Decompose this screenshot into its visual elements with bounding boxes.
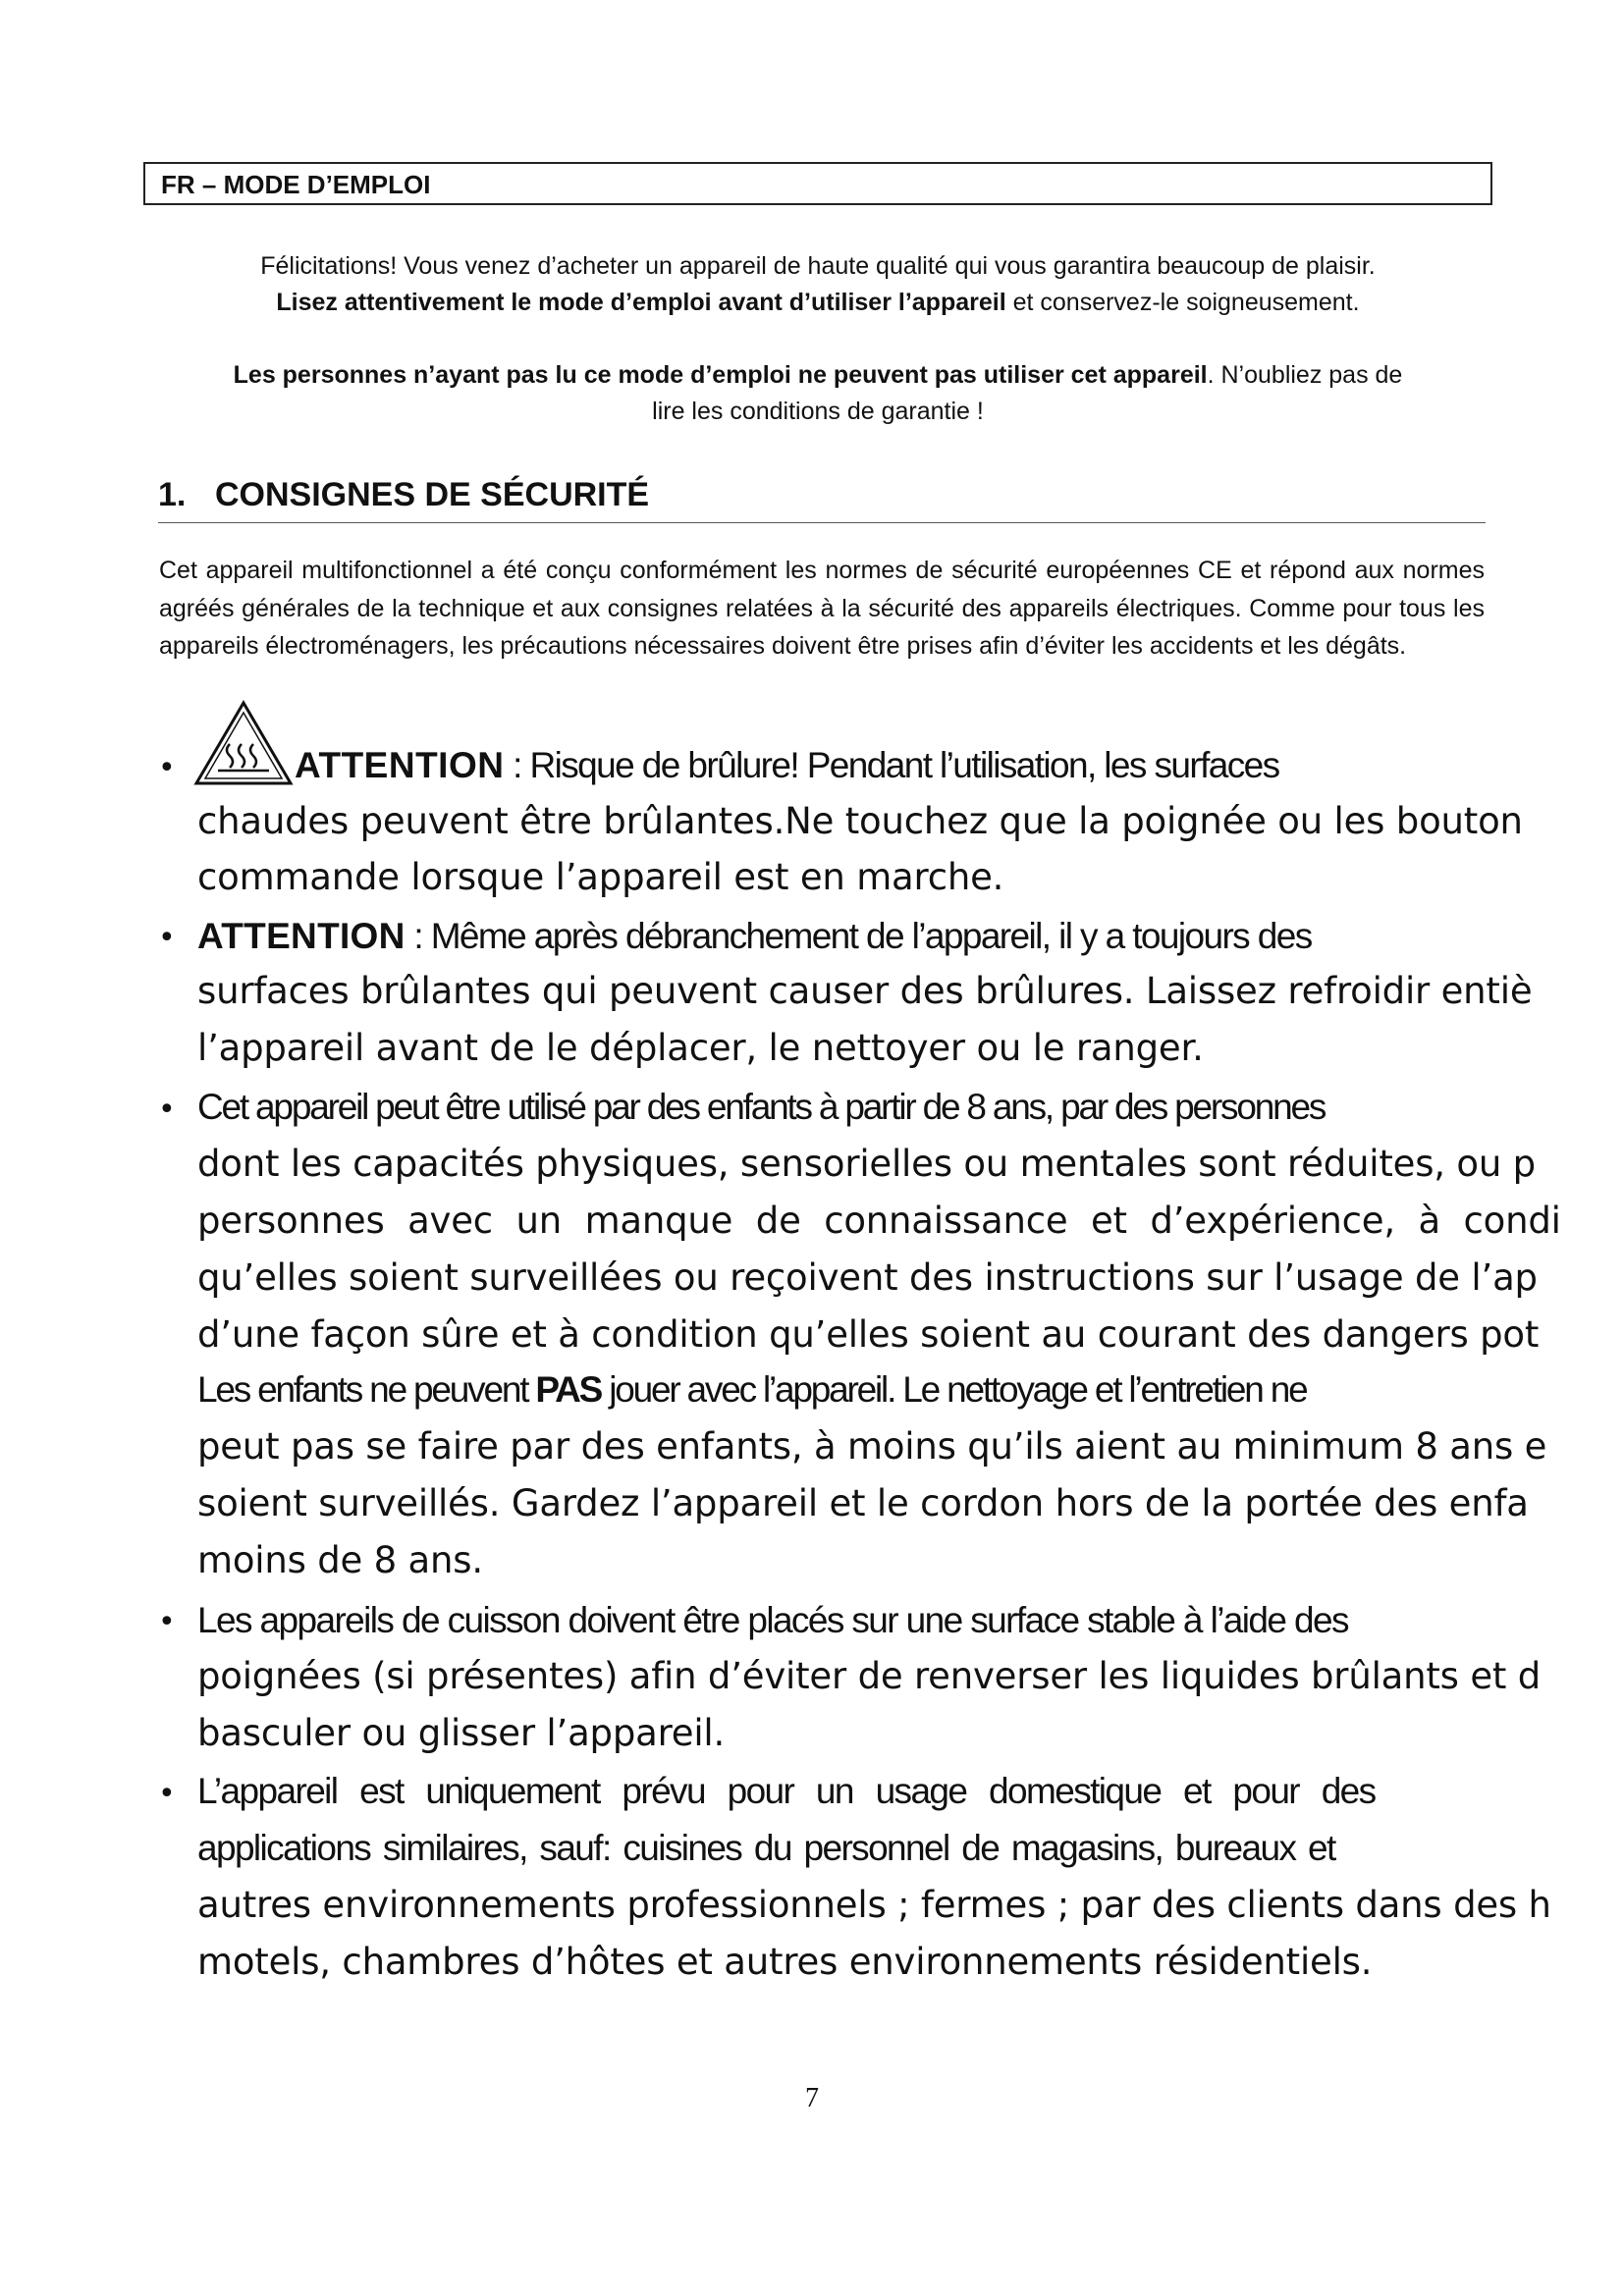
bullet-5-line-2: applications similaires, sauf: cuisines du personnel de magasins, bureaux et [197, 1828, 1335, 1868]
bullet-4-line-1: Les appareils de cuisson doivent être placés sur une surface stable à l’aide des [197, 1600, 1348, 1640]
section-heading [158, 473, 1486, 523]
hot-surface-warning-icon [192, 699, 295, 789]
intro-line-4: lire les conditions de garantie ! [652, 398, 984, 425]
section-title: CONSIGNES DE SÉCURITÉ [215, 476, 650, 513]
intro-line-2: Lisez attentivement le mode d’emploi avant d’utiliser l’appareil et conservez-le soigneusement. [276, 289, 1360, 316]
bullet-1-marker: • [158, 751, 176, 785]
bullet-3-line-8: soient surveillés. Gardez l’appareil et le cordon hors de la portée des enfa [197, 1482, 1529, 1524]
header-title: FR – MODE D’EMPLOI [161, 170, 431, 199]
intro-emphasis: Lisez attentivement le mode d’emploi avant d’utiliser l’appareil [276, 289, 1006, 316]
bullet-3-line-2: dont les capacités physiques, sensorielles ou mentales sont réduites, ou p [197, 1143, 1536, 1185]
attention-label: ATTENTION [295, 745, 505, 785]
bullet-5-line-4: motels, chambres d’hôtes et autres environnements résidentiels. [197, 1941, 1373, 1983]
intro-line-1: Félicitations! Vous venez d’acheter un appareil de haute qualité qui vous garantira beaucoup de plaisir. [260, 252, 1376, 280]
attention-label: ATTENTION [197, 916, 406, 956]
bullet-5-marker: • [158, 1777, 176, 1811]
bullet-3-marker: • [158, 1093, 176, 1127]
bullet-1-line-3: commande lorsque l’appareil est en marche. [197, 856, 1004, 898]
bullet-5-line-1: L’appareil est uniquement prévu pour un usage domestique et pour des [197, 1771, 1376, 1811]
section-number: 1. [158, 476, 187, 513]
bullet-5-line-3: autres environnements professionnels ; fermes ; par des clients dans des h [197, 1884, 1551, 1926]
bullet-3-line-3: personnes avec un manque de connaissance et d’expérience, à condi [197, 1200, 1561, 1242]
bullet-4-line-3: basculer ou glisser l’appareil. [197, 1712, 726, 1754]
bullet-4-marker: • [158, 1605, 176, 1639]
bullet-3-line-9: moins de 8 ans. [197, 1539, 483, 1581]
page-header [143, 162, 1492, 205]
bullet-1-line-2: chaudes peuvent être brûlantes.Ne touchez que la poignée ou les bouton [197, 800, 1523, 842]
pas-emphasis: PAS [535, 1369, 602, 1410]
bullet-2-marker: • [158, 921, 176, 955]
bullet-3-line-4: qu’elles soient surveillées ou reçoivent des instructions sur l’usage de l’ap [197, 1256, 1538, 1299]
bullet-4-line-2: poignées (si présentes) afin d’éviter de renverser les liquides brûlants et d [197, 1655, 1542, 1697]
page-number: 7 [805, 2083, 819, 2113]
bullet-2-line-3: l’appareil avant de le déplacer, le nettoyer ou le ranger. [197, 1027, 1204, 1069]
bullet-3-line-6: Les enfants ne peuvent PAS jouer avec l’appareil. Le nettoyage et l’entretien ne [197, 1369, 1307, 1410]
bullet-2-line-1: ATTENTION : Même après débranchement de l’appareil, il y a toujours des [197, 916, 1312, 956]
section-paragraph: Cet appareil multifonctionnel a été conçu conformément les normes de sécurité européennes CE et répond aux normes agréés générales de la technique et aux consignes relatées à la sécurité des appareils électriques. Comme pour tous les appareils électroménagers, les précautions nécessaires doivent être prises afin d’éviter les accidents et les dégâts. [159, 557, 1485, 660]
bullet-3-line-7: peut pas se faire par des enfants, à moins qu’ils aient au minimum 8 ans e [197, 1425, 1547, 1468]
intro-warning: Les personnes n’ayant pas lu ce mode d’emploi ne peuvent pas utiliser cet appareil [233, 361, 1208, 389]
bullet-3-line-5: d’une façon sûre et à condition qu’elles soient au courant des dangers pot [197, 1313, 1540, 1356]
bullet-2-line-2: surfaces brûlantes qui peuvent causer des brûlures. Laissez refroidir entiè [197, 970, 1533, 1012]
bullet-3-line-1: Cet appareil peut être utilisé par des enfants à partir de 8 ans, par des personnes [197, 1087, 1326, 1127]
intro-line-3: Les personnes n’ayant pas lu ce mode d’emploi ne peuvent pas utiliser cet appareil. N’oubliez pas de [233, 361, 1403, 389]
bullet-1-line-1: ATTENTION : Risque de brûlure! Pendant l’utilisation, les surfaces [295, 745, 1279, 785]
